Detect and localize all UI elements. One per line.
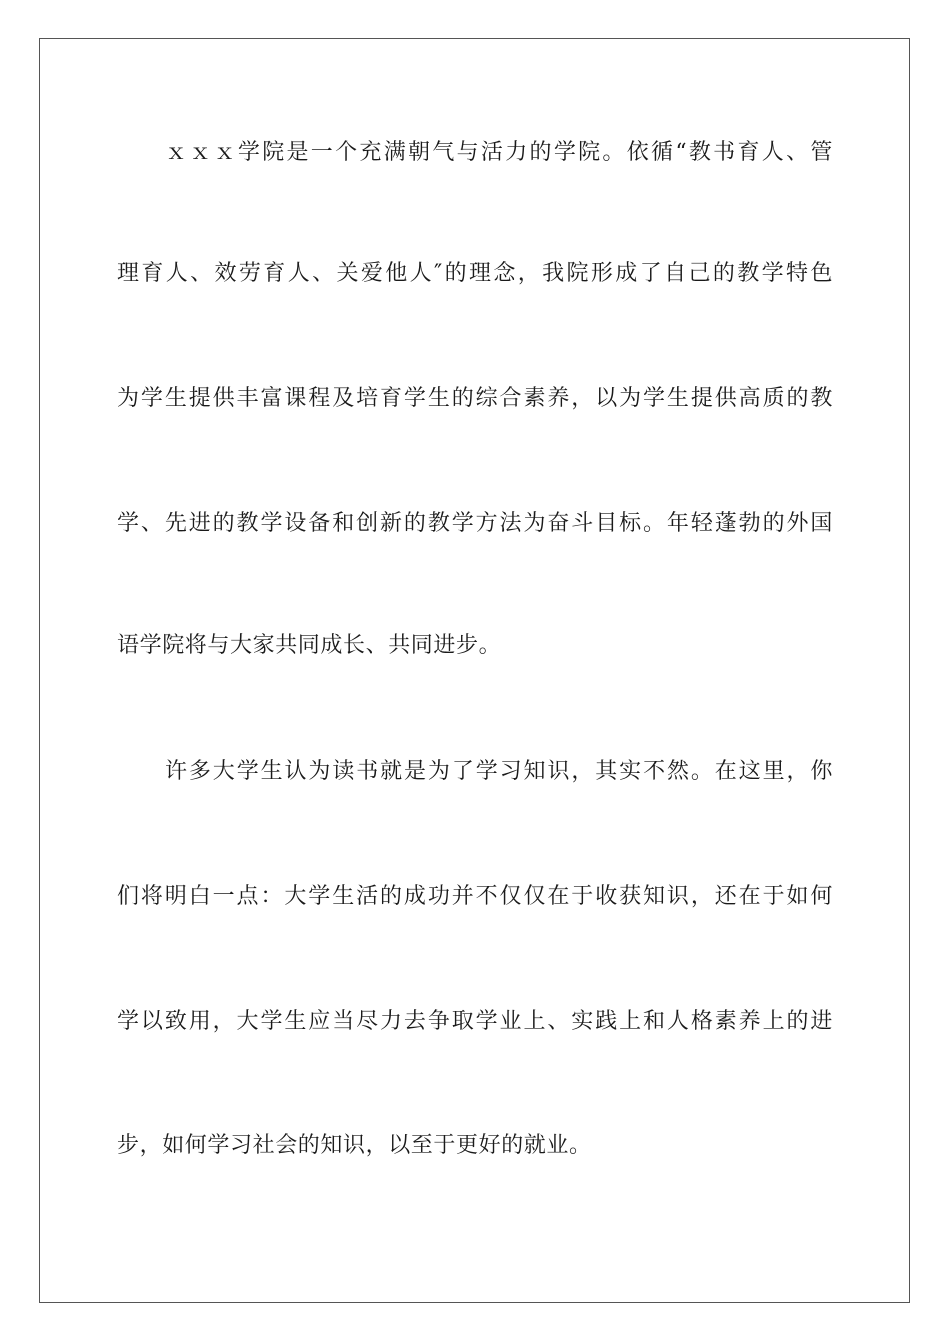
paragraph-line: ｘｘｘ学院是一个充满朝气与活力的学院。依循“教书育人、管	[165, 140, 833, 165]
paragraph-line: 步，如何学习社会的知识，以至于更好的就业。	[117, 1133, 592, 1158]
paragraph-line: 理育人、效劳育人、关爱他人″的理念，我院形成了自己的教学特色	[117, 261, 833, 286]
paragraph-line: 语学院将与大家共同成长、共同进步。	[117, 633, 502, 658]
paragraph-line: 学、先进的教学设备和创新的教学方法为奋斗目标。年轻蓬勃的外国	[117, 511, 833, 536]
paragraph-line: 学以致用，大学生应当尽力去争取学业上、实践上和人格素养上的进	[117, 1009, 833, 1034]
page-border	[39, 38, 910, 1303]
paragraph-line: 为学生提供丰富课程及培育学生的综合素养，以为学生提供高质的教	[117, 386, 833, 411]
paragraph-line: 许多大学生认为读书就是为了学习知识，其实不然。在这里，你	[165, 759, 833, 784]
paragraph-line: 们将明白一点：大学生活的成功并不仅仅在于收获知识，还在于如何	[117, 884, 833, 909]
